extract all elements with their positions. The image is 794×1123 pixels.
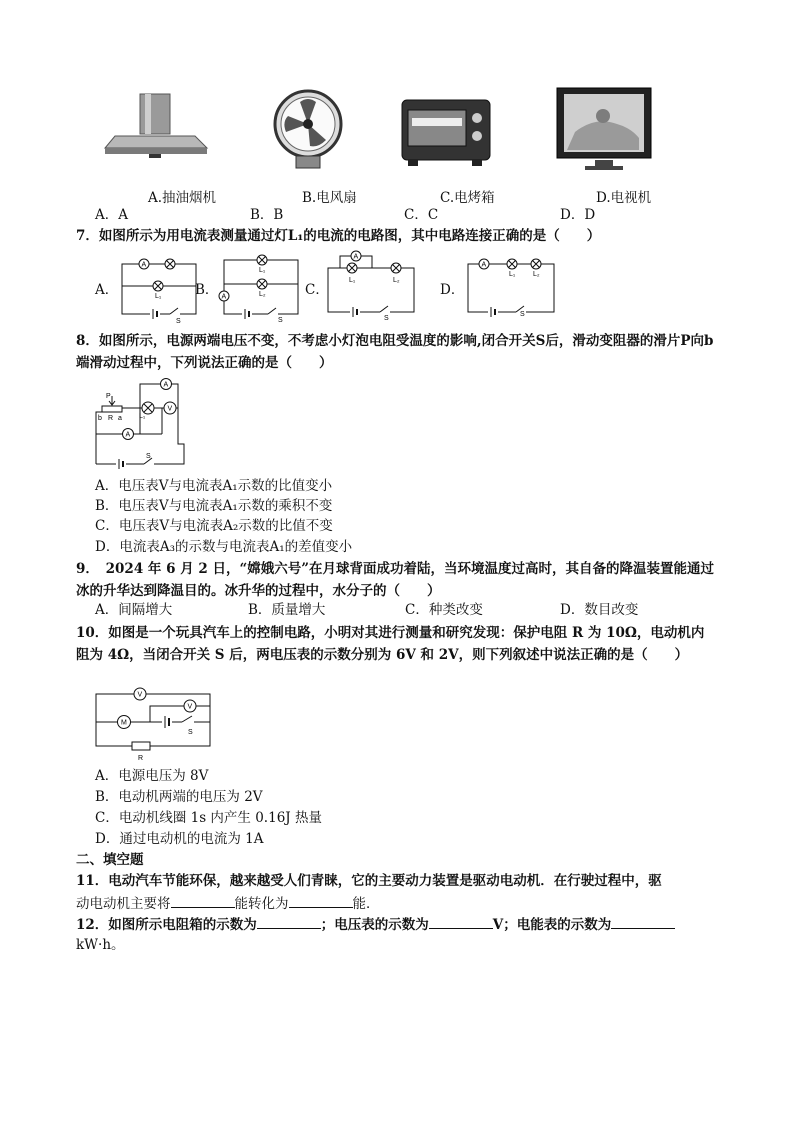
svg-text:a: a [118,415,122,422]
q8-option-c[interactable]: C．电压表V与电流表A₂示数的比值不变 [95,518,333,534]
caption-a: A.抽油烟机 [148,190,217,206]
q12-line2: kW·h。 [76,937,125,953]
svg-text:L₁: L₁ [155,293,162,300]
svg-text:P: P [106,393,111,400]
q11-line2 [76,893,380,914]
svg-text:R: R [108,415,114,422]
q6-option-d[interactable]: D．D [560,207,596,223]
svg-text:A: A [353,253,359,261]
circuit-7c [322,250,422,320]
svg-text:A: A [481,261,487,269]
q8-option-d[interactable]: D．电流表A₃的示数与电流表A₁的差值变小 [95,539,353,555]
svg-text:S: S [278,317,283,324]
q11-blank-2[interactable] [289,893,353,908]
caption-d: D.电视机 [596,190,652,206]
q10-option-c[interactable]: C．电动机线圈 1s 内产生 0.16J 热量 [95,810,322,826]
q8-stem: 8．如图所示，电源两端电压不变，不考虑小灯泡电阻受温度的影响,闭合开关S后，滑动变阻器的滑片P向b端滑动过程中，下列说法正确的是（ ） [76,333,714,371]
svg-text:A: A [125,431,131,439]
q6-option-c[interactable]: C．C [404,207,439,223]
q12-line1 [76,914,675,935]
caption-b: B.电风扇 [302,190,357,206]
circuit-7a [120,256,200,325]
q6-option-a[interactable]: A．A [95,207,128,223]
svg-text:S: S [520,311,525,318]
svg-text:S: S [176,318,181,325]
svg-text:A: A [163,381,169,389]
section-title: 二、填空题 [76,852,144,868]
electric-oven-icon [400,96,492,168]
q7-label-d[interactable]: D． [440,282,465,298]
svg-text:M: M [121,719,127,727]
resistor-icon [132,742,150,750]
television-icon [555,86,655,174]
svg-text:L₁: L₁ [259,267,266,274]
q10-stem: 10．如图是一个玩具汽车上的控制电路，小明对其进行测量和研究发现：保护电阻 R 为 10Ω，电动机内阻为 4Ω，当闭合开关 S 后，两电压表的示数分别为 6V 和 2V，则下列叙述中说法正确的是（ ） [76,625,705,663]
circuit-7b [212,256,302,324]
q11-blank-1[interactable] [171,893,235,908]
q9-option-b[interactable]: B．质量增大 [248,602,326,618]
svg-text:L₁: L₁ [349,277,356,284]
q12-text-1: 12．如图所示电阻箱的示数为 [76,917,257,933]
circuit-7d [466,256,558,316]
q9-option-d[interactable]: D．数目改变 [560,602,639,618]
svg-text:b: b [98,415,102,422]
svg-text:R: R [138,755,144,762]
q8-option-a[interactable]: A．电压表V与电流表A₁示数的比值变小 [95,478,333,494]
svg-text:L₂: L₂ [393,277,400,284]
svg-text:A: A [221,293,227,301]
q12-text-3: V；电能表的示数为 [492,917,612,933]
q12-blank-2[interactable] [429,914,493,929]
q11-text-a: 动电动机主要将 [76,896,171,912]
circuit-8 [92,372,192,466]
q11-text-c: 能． [352,896,380,912]
electric-fan-icon [270,88,350,170]
q10-option-d[interactable]: D．通过电动机的电流为 1A [95,831,264,847]
svg-text:V: V [167,405,173,413]
svg-text:V: V [137,691,143,699]
q9-stem: 9． 2024 年 6 月 2 日，“嫦娥六号”在月球背面成功着陆，当环境温度过高时，其自备的降温装置能通过冰的升华达到降温目的。冰升华的过程中，水分子的（ ） [76,561,715,599]
circuit-10 [92,684,214,764]
svg-text:S: S [384,315,389,322]
rheostat-icon [102,406,122,412]
svg-text:A: A [141,261,147,269]
svg-text:S: S [146,453,151,460]
q9-option-a[interactable]: A．间隔增大 [95,602,173,618]
q7-label-c[interactable]: C． [305,282,329,298]
q7-label-b[interactable]: B． [195,282,219,298]
svg-text:L₁: L₁ [509,271,516,278]
range-hood-icon [105,92,215,172]
q10-option-a[interactable]: A．电源电压为 8V [95,768,209,784]
svg-text:L₁: L₁ [139,413,146,420]
svg-text:L₂: L₂ [259,291,266,298]
q7-label-a[interactable]: A． [95,282,119,298]
q6-option-b[interactable]: B．B [250,207,284,223]
q11-line1: 11．电动汽车节能环保，越来越受人们青睐，它的主要动力装置是驱动电动机．在行驶过程中，驱 [76,873,662,889]
svg-text:L₂: L₂ [533,271,540,278]
q7-stem: 7．如图所示为用电流表测量通过灯L₁的电流的电路图，其中电路连接正确的是（ ） [76,228,601,244]
q10-option-b[interactable]: B．电动机两端的电压为 2V [95,789,263,805]
q12-text-2: ；电压表的示数为 [320,917,429,933]
svg-text:V: V [187,703,193,711]
q9-option-c[interactable]: C．种类改变 [405,602,483,618]
caption-c: C.电烤箱 [440,190,495,206]
q12-blank-1[interactable] [257,914,321,929]
svg-text:S: S [188,729,193,736]
q12-blank-3[interactable] [611,914,675,929]
q11-text-b: 能转化为 [234,896,289,912]
q8-option-b[interactable]: B．电压表V与电流表A₁示数的乘积不变 [95,498,333,514]
